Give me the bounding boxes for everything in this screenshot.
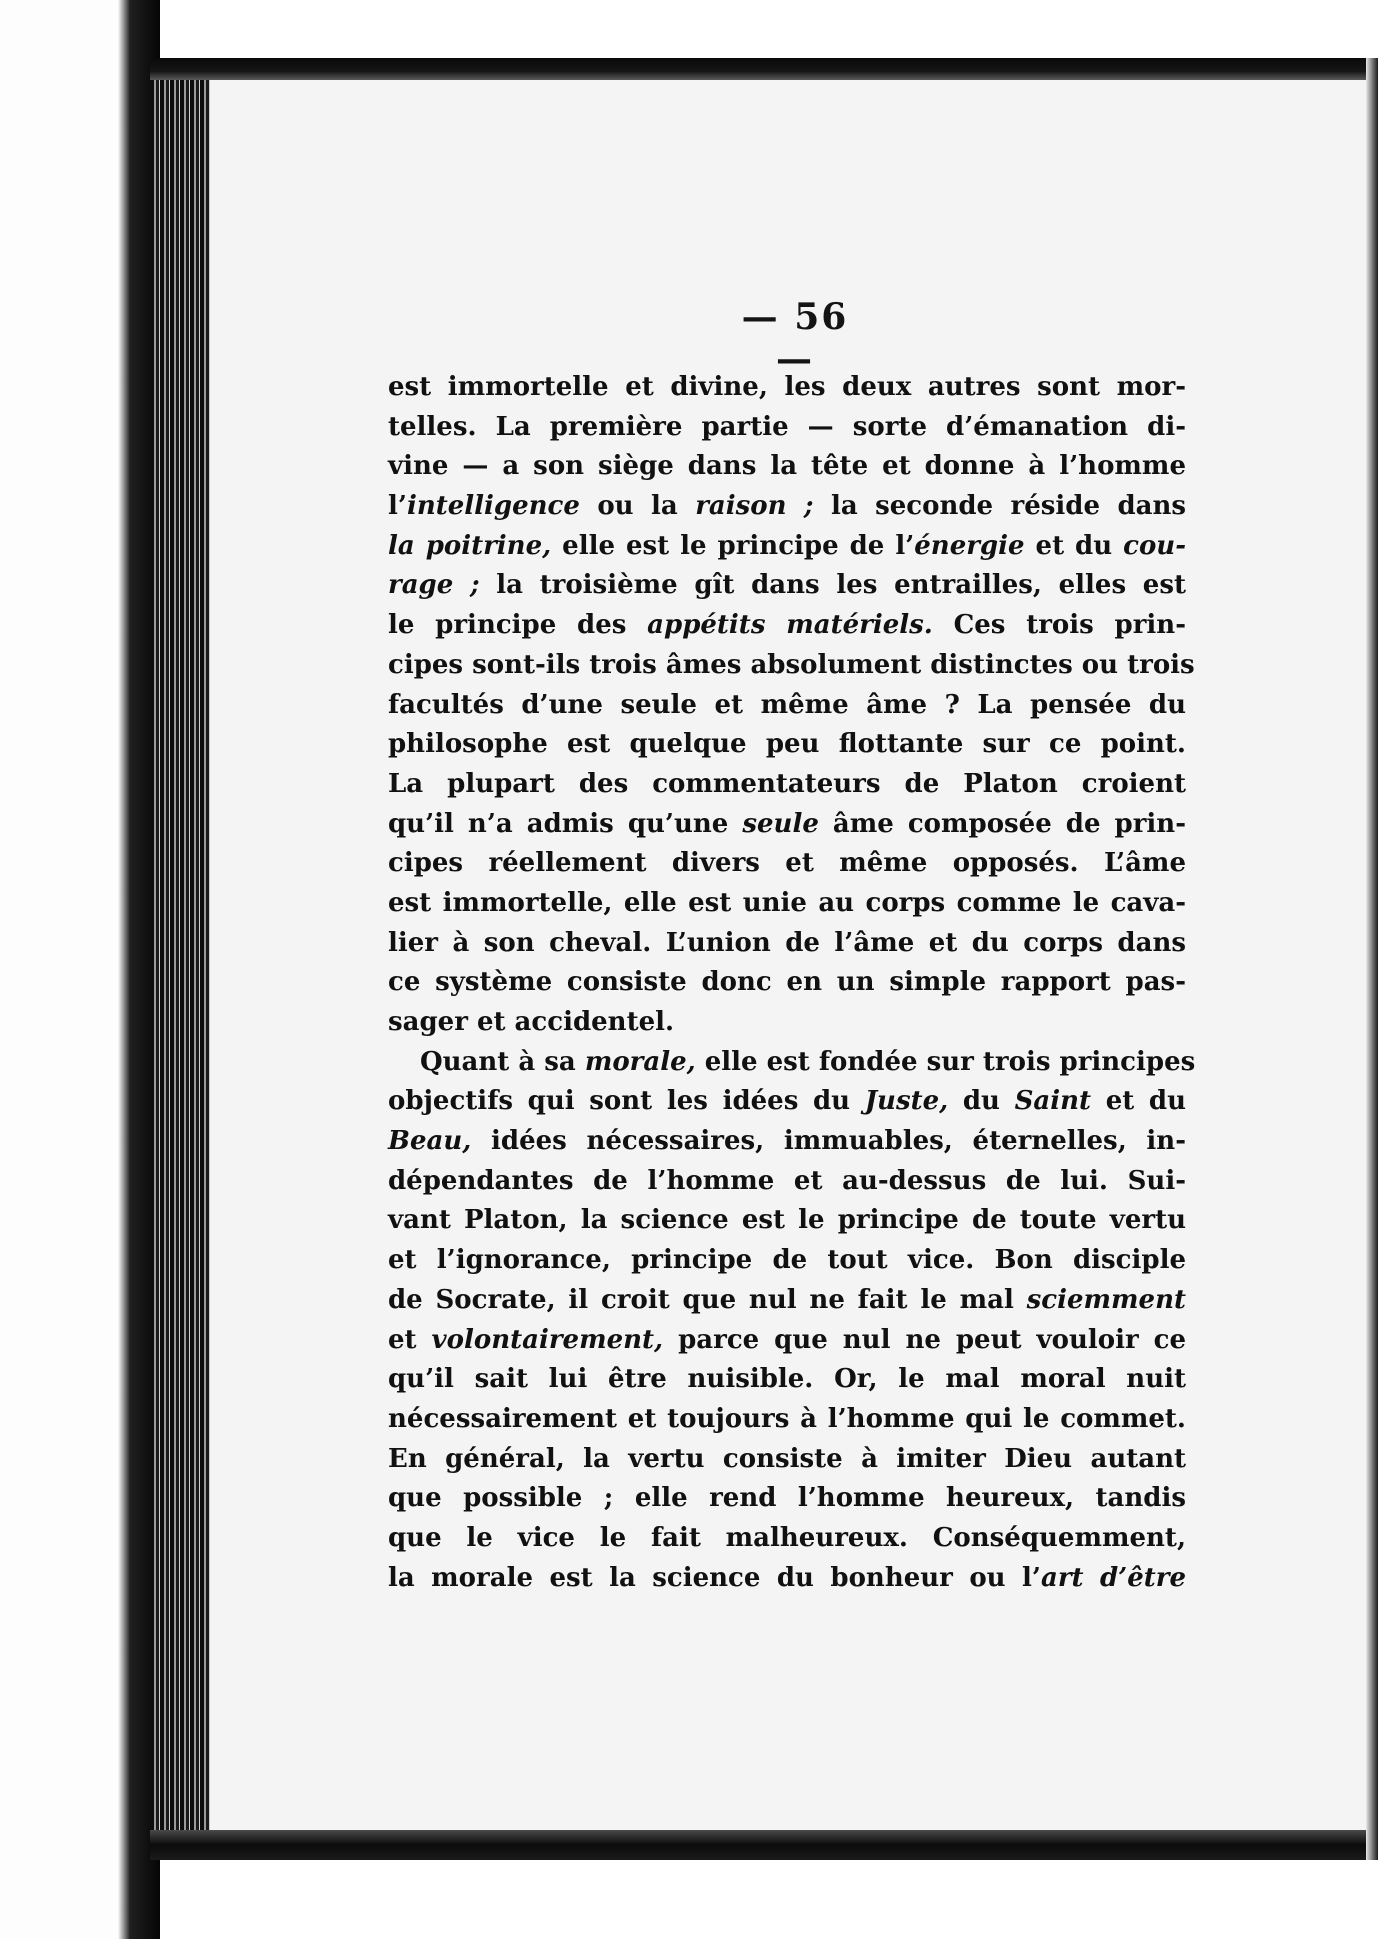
text-line [388,1003,1186,1043]
text-line [388,487,1186,527]
text-line [388,527,1186,567]
text-line [388,1241,1186,1281]
text-run: âme composée de prin- [818,808,1186,839]
text-run: sager et accidentel. [388,1007,675,1037]
text-line [388,1360,1186,1400]
text-line [388,566,1186,606]
text-run: ou la [579,491,696,522]
text-line [388,1519,1186,1559]
text-line [388,686,1186,726]
italic-text-run: cou- [1123,530,1186,561]
text-run: philosophe est quelque peu flottante sur ce point. [388,729,1186,760]
text-run: elle est le principe de l’ [551,530,915,561]
text-line [388,1400,1186,1440]
italic-text-run: raison ; [695,491,814,522]
text-run: cipes sont-ils trois âmes absolument distinctes ou trois [388,649,1195,680]
text-run: idées nécessaires, immuables, éternelles, in- [471,1126,1186,1157]
text-run: de Socrate, il croit que nul ne fait le mal [388,1284,1027,1315]
text-line [388,1559,1186,1599]
text-line [388,646,1195,686]
text-run: la troisième gît dans les entrailles, elles est [479,570,1186,601]
body-text [388,368,1196,1598]
scan-right-border [1366,58,1378,1860]
text-line [388,1122,1186,1162]
text-run: facultés d’une seule et même âme ? La pensée du [388,689,1186,720]
italic-text-run: la poitrine, [388,530,552,561]
scan-left-border [0,0,160,1939]
text-run: telles. La première partie — sorte d’émanation di- [388,411,1186,442]
text-line [388,408,1186,448]
page-number: — 56 — [741,296,849,380]
italic-text-run: volontairement, [431,1324,664,1355]
text-line [388,1162,1186,1202]
text-run: ce système consiste donc en un simple rapport pas- [388,967,1186,998]
scan-bottom-border [150,1830,1378,1860]
text-line [388,368,1186,408]
text-run: et l’ignorance, principe de tout vice. Bon disciple [388,1245,1186,1276]
text-run: que le vice le fait malheureux. Conséquemment, [388,1522,1186,1553]
italic-text-run: énergie [914,530,1025,561]
text-run: elle est fondée sur trois principes [695,1046,1196,1077]
italic-text-run: appétits matériels. [647,610,933,641]
text-line [388,606,1186,646]
text-line [388,765,1186,805]
text-line [388,805,1186,845]
text-line [388,924,1186,964]
text-line [388,447,1186,487]
italic-text-run: seule [742,808,819,839]
text-run: le principe des [388,610,648,641]
text-run: est immortelle et divine, les deux autres sont mor- [388,372,1186,402]
text-line [388,1082,1186,1122]
text-line [388,844,1186,884]
text-run: que possible ; elle rend l’homme heureux, tandis [388,1483,1186,1514]
italic-text-run: art d’être [1040,1562,1186,1593]
book-page-edges [150,60,210,1860]
text-line [388,884,1186,924]
text-run: du [948,1086,1015,1117]
text-run: cipes réellement divers et même opposés. L’âme [388,848,1186,879]
text-line [388,725,1186,765]
text-run: l’ [388,491,407,522]
text-run: dépendantes de l’homme et au-dessus de lui. Sui- [388,1165,1186,1196]
text-run: la morale est la science du bonheur ou l’ [388,1562,1041,1593]
text-run: Ces trois prin- [932,610,1186,641]
text-run: qu’il n’a admis qu’une [388,808,743,839]
text-line [388,1043,1196,1083]
text-run: la seconde réside dans [813,491,1187,522]
text-run: et du [1024,530,1124,561]
italic-text-run: Beau, [388,1126,472,1157]
italic-text-run: rage ; [388,570,480,601]
text-line [388,1201,1186,1241]
italic-text-run: Saint [1014,1086,1092,1117]
text-line [388,963,1186,1003]
text-run: parce que nul ne peut vouloir ce [663,1324,1186,1355]
text-run: est immortelle, elle est unie au corps comme le cava- [388,887,1186,918]
text-run: nécessairement et toujours à l’homme qui le commet. [388,1403,1186,1434]
text-run: et [388,1324,432,1355]
text-line [388,1479,1186,1519]
text-run: La plupart des commentateurs de Platon croient [388,768,1186,799]
text-run: lier à son cheval. L’union de l’âme et du corps dans [388,927,1186,958]
text-run: vine — a son siège dans la tête et donne à l’homme [388,451,1186,482]
text-line [388,1440,1186,1480]
italic-text-run: morale, [584,1046,696,1077]
text-run: vant Platon, la science est le principe de toute vertu [388,1205,1186,1236]
italic-text-run: sciemment [1026,1284,1186,1315]
text-run: qu’il sait lui être nuisible. Or, le mal moral nuit [388,1364,1186,1395]
italic-text-run: intelligence [406,491,580,522]
text-run: objectifs qui sont les idées du [388,1086,865,1117]
scan-top-border [150,58,1378,80]
text-run: Quant à sa [420,1046,585,1077]
text-run: En général, la vertu consiste à imiter Dieu autant [388,1443,1186,1474]
text-run: et du [1091,1086,1186,1117]
italic-text-run: Juste, [864,1086,949,1117]
text-line [388,1281,1186,1321]
text-line [388,1321,1186,1361]
